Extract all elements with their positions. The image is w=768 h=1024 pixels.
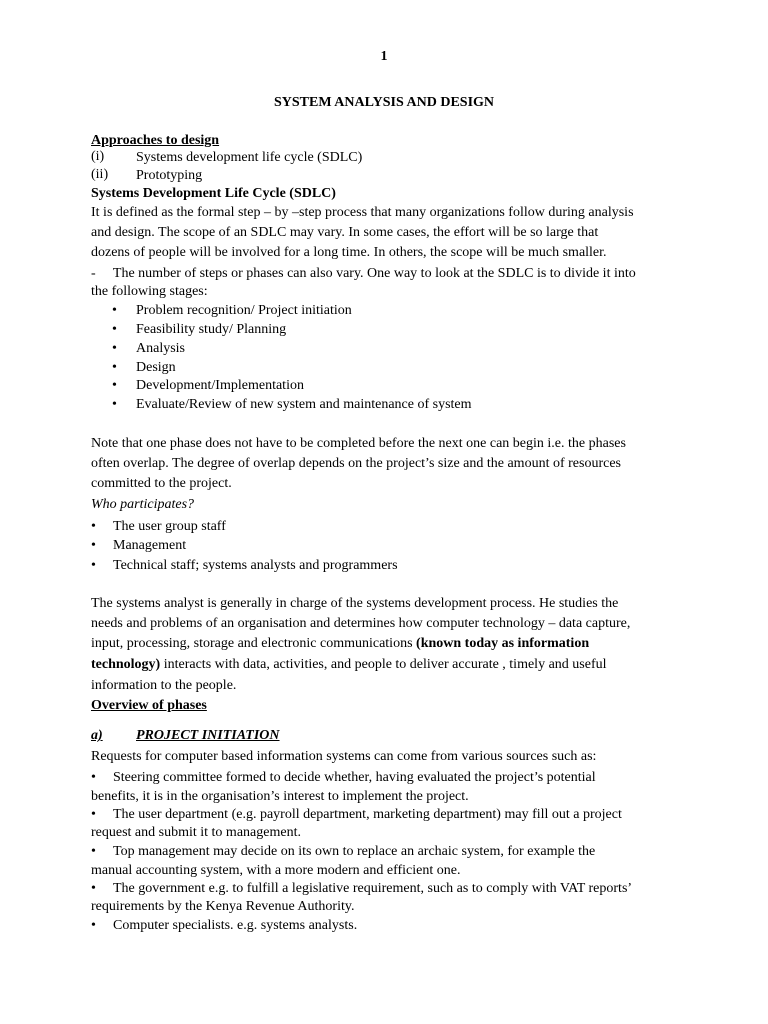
stage-item: Feasibility study/ Planning — [136, 322, 287, 337]
participant-item: Management — [113, 538, 187, 553]
bullet-icon: • — [91, 918, 96, 933]
source-line: The government e.g. to fulfill a legislative requirement, such as to comply with VAT reports’ — [113, 881, 633, 896]
analyst-line: The systems analyst is generally in charge of the systems development process. He studies the — [91, 596, 619, 611]
bullet-icon: • — [91, 881, 96, 896]
bullet-icon: • — [91, 770, 96, 785]
approach-text-1: Systems development life cycle (SDLC) — [136, 150, 363, 165]
note-line: committed to the project. — [91, 476, 232, 491]
bullet-icon: • — [112, 322, 117, 337]
stage-item: Design — [136, 360, 176, 375]
note-line: Note that one phase does not have to be completed before the next one can begin i.e. the phases — [91, 436, 626, 451]
analyst-line: information to the people. — [91, 678, 237, 693]
source-line: Top management may decide on its own to replace an archaic system, for example the — [113, 844, 596, 859]
sdlc-heading: Systems Development Life Cycle (SDLC) — [91, 186, 336, 201]
bullet-icon: • — [112, 378, 117, 393]
source-line: request and submit it to management. — [91, 825, 301, 840]
page-title: SYSTEM ANALYSIS AND DESIGN — [273, 95, 495, 110]
sdlc-intro-line: dozens of people will be involved for a long time. In others, the scope will be much smaller. — [91, 245, 607, 260]
participant-item: Technical staff; systems analysts and programmers — [113, 558, 398, 573]
approach-num-1: (i) — [91, 149, 105, 164]
bullet-icon: • — [112, 397, 117, 412]
sdlc-intro-line: and design. The scope of an SDLC may vary. In some cases, the effort will be so large that — [91, 225, 599, 240]
participant-item: The user group staff — [113, 519, 226, 534]
page-number: 1 — [380, 49, 388, 64]
bullet-icon: • — [91, 538, 96, 553]
source-line: The user department (e.g. payroll department, marketing department) may fill out a project — [113, 807, 622, 822]
bullet-icon: • — [91, 558, 96, 573]
project-initiation-intro: Requests for computer based information systems can come from various sources such as: — [91, 749, 597, 764]
project-initiation-label: a) — [91, 728, 103, 743]
bullet-icon: • — [112, 303, 117, 318]
stage-item: Evaluate/Review of new system and maintenance of system — [136, 397, 472, 412]
approach-text-2: Prototyping — [136, 168, 203, 183]
note-line: often overlap. The degree of overlap depends on the project’s size and the amount of resources — [91, 456, 621, 471]
analyst-line: technology) interacts with data, activities, and people to deliver accurate , timely and useful — [91, 657, 607, 672]
source-line: requirements by the Kenya Revenue Authority. — [91, 899, 355, 914]
source-line: Steering committee formed to decide whether, having evaluated the project’s potential — [113, 770, 596, 785]
source-line: manual accounting system, with a more modern and efficient one. — [91, 863, 461, 878]
bullet-icon: • — [91, 519, 96, 534]
bullet-icon: • — [112, 360, 117, 375]
stage-item: Problem recognition/ Project initiation — [136, 303, 352, 318]
stage-item: Development/Implementation — [136, 378, 304, 393]
overview-heading: Overview of phases — [91, 698, 207, 713]
approaches-heading: Approaches to design — [91, 133, 220, 148]
project-initiation-title: PROJECT INITIATION — [136, 728, 280, 743]
bullet-icon: • — [91, 807, 96, 822]
analyst-line: input, processing, storage and electronic communications (known today as information — [91, 636, 590, 651]
bullet-icon: • — [91, 844, 96, 859]
source-line: Computer specialists. e.g. systems analysts. — [113, 918, 358, 933]
participants-heading: Who participates? — [91, 497, 195, 512]
sdlc-steps-line: the following stages: — [91, 284, 208, 299]
sdlc-steps-line: - The number of steps or phases can also vary. One way to look at the SDLC is to divide it into — [91, 266, 636, 281]
bullet-icon: • — [112, 341, 117, 356]
source-line: benefits, it is in the organisation’s interest to implement the project. — [91, 789, 469, 804]
stage-item: Analysis — [136, 341, 185, 356]
sdlc-intro-line: It is defined as the formal step – by –step process that many organizations follow during analysis — [91, 205, 634, 220]
approach-num-2: (ii) — [91, 167, 109, 182]
analyst-line: needs and problems of an organisation and determines how computer technology – data capture, — [91, 616, 631, 631]
